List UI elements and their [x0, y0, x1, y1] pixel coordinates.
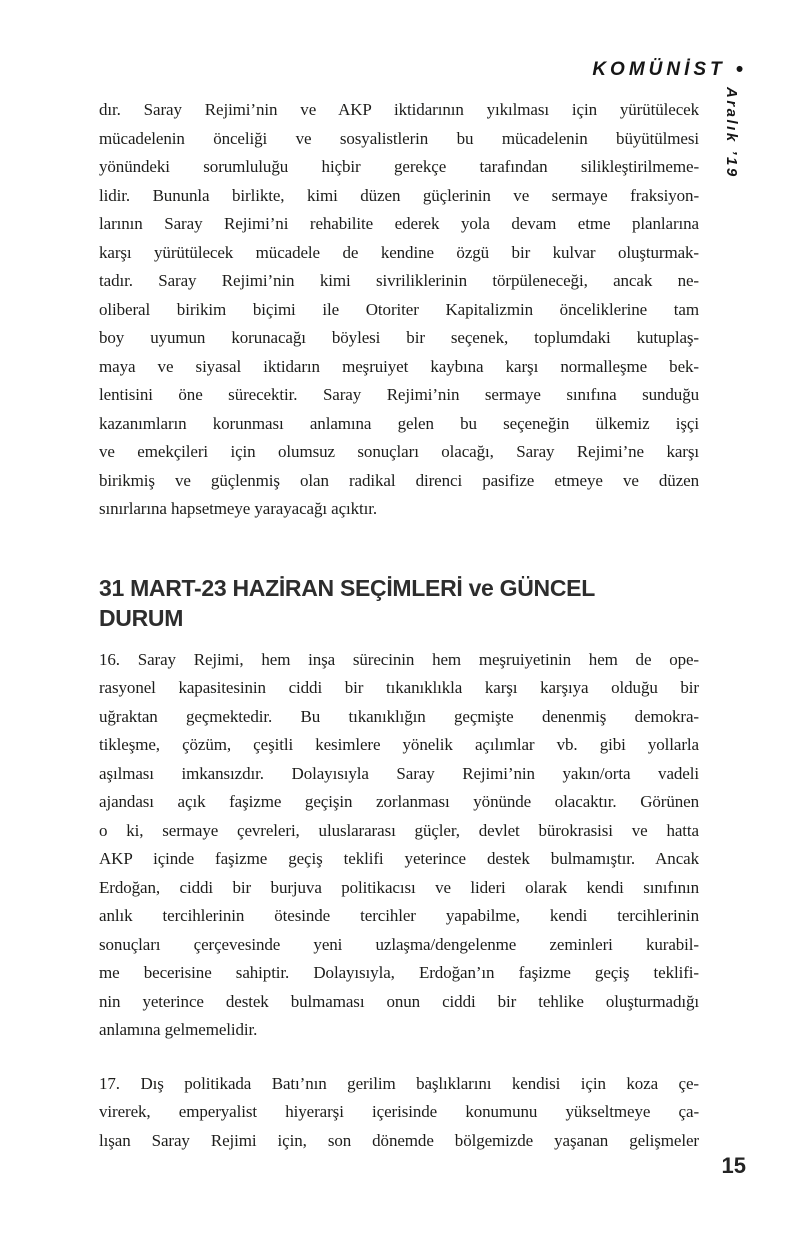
bullet-separator-icon: •	[735, 58, 743, 81]
section-heading	[99, 573, 699, 633]
text-line: anlamına gelmemelidir.	[99, 1020, 258, 1039]
paragraph-16	[99, 646, 699, 1045]
text-line: boy uyumun korunacağı böylesi bir seçenek, toplumdaki kutuplaş-	[99, 328, 699, 347]
text-line: lidir. Bununla birlikte, kimi düzen güçlerinin ve sermaye fraksiyon-	[99, 185, 699, 205]
text-line: sonuçları çerçevesinde yeni uzlaşma/dengelenme zeminleri kurabil-	[99, 934, 699, 954]
text-line: sınırlarına hapsetmeye yarayacağı açıktır.	[99, 499, 378, 518]
text-line: oliberal birikim biçimi ile Otoriter Kapitalizmin önceliklerine tam	[99, 299, 699, 319]
text-line: yönündeki sorumluluğu hiçbir gerekçe tarafından silikleştirilmeme-	[99, 157, 699, 176]
text-line: karşı yürütülecek mücadele de kendine özgü bir kulvar oluşturmak-	[99, 242, 699, 262]
text-line: uğraktan geçmektedir. Bu tıkanıklığın geçmişte denenmiş demokra-	[99, 706, 699, 726]
text-line: mücadelenin önceliği ve sosyalistlerin bu mücadelenin büyütülmesi	[99, 128, 699, 148]
paragraph-continuation	[99, 96, 699, 524]
text-line: virerek, emperyalist hiyerarşi içerisinde konumunu yükseltmeye ça-	[99, 1102, 699, 1121]
page-number: 15	[721, 1153, 746, 1178]
text-line: dır. Saray Rejimi’nin ve AKP iktidarının yıkılması için yürütülecek	[99, 100, 699, 119]
text-line: Erdoğan, ciddi bir burjuva politikacısı ve lideri olarak kendi sınıfının	[99, 877, 699, 897]
text-line: birikmiş ve güçlenmiş olan radikal direnci pasifize etmeye ve düzen	[99, 470, 699, 490]
text-line: DURUM	[99, 604, 184, 631]
text-line: ajandası açık faşizme geçişin zorlanması yönünde olacaktır. Görünen	[99, 792, 699, 811]
paragraph-17	[99, 1070, 699, 1156]
text-line: larının Saray Rejimi’ni rehabilite ederek yola devam etme planlarına	[99, 214, 699, 233]
text-line: lentisini öne sürecektir. Saray Rejimi’nin sermaye sınıfına sunduğu	[99, 385, 699, 404]
text-line: maya ve siyasal iktidarın meşruiyet kaybına karşı normalleşme bek-	[99, 356, 699, 376]
text-line: aşılması imkansızdır. Dolayısıyla Saray Rejimi’nin yakın/orta vadeli	[99, 763, 699, 783]
text-line: tadır. Saray Rejimi’nin kimi sivriliklerinin törpüleneceği, ancak ne-	[99, 271, 699, 290]
text-line: ve emekçileri için olumsuz sonuçları olacağı, Saray Rejimi’ne karşı	[99, 442, 699, 461]
magazine-title: KOMÜNİST	[592, 59, 726, 80]
text-line: tikleşme, çözüm, çeşitli kesimlere yönelik açılımlar vb. gibi yollarla	[99, 735, 699, 754]
text-line: 17. Dış politikada Batı’nın gerilim başlıklarını kendisi için koza çe-	[99, 1073, 699, 1093]
text-line: o ki, sermaye çevreleri, uluslararası güçler, devlet bürokrasisi ve hatta	[99, 820, 699, 840]
issue-date-vertical-label: Aralık ’19	[723, 87, 740, 179]
text-column	[99, 96, 699, 1155]
text-line: 31 MART-23 HAZİRAN SEÇİMLERİ ve GÜNCEL	[99, 574, 595, 601]
text-line: anlık tercihlerinin ötesinde tercihler yapabilme, kendi tercihlerinin	[99, 906, 699, 925]
text-line: me becerisine sahiptir. Dolayısıyla, Erdoğan’ın faşizme geçiş teklifi-	[99, 963, 699, 982]
text-line: rasyonel kapasitesinin ciddi bir tıkanıklıkla karşı karşıya olduğu bir	[99, 678, 699, 697]
text-line: AKP içinde faşizme geçiş teklifi yeterince destek bulmamıştır. Ancak	[99, 849, 699, 868]
text-line: lışan Saray Rejimi için, son dönemde bölgemizde yaşanan gelişmeler	[99, 1130, 699, 1150]
text-line: 16. Saray Rejimi, hem inşa sürecinin hem meşruiyetinin hem de ope-	[99, 649, 699, 669]
running-head	[592, 58, 743, 82]
text-line: nin yeterince destek bulmaması onun ciddi bir tehlike oluşturmadığı	[99, 991, 699, 1011]
text-line: kazanımların korunması anlamına gelen bu seçeneğin ülkemiz işçi	[99, 413, 699, 433]
